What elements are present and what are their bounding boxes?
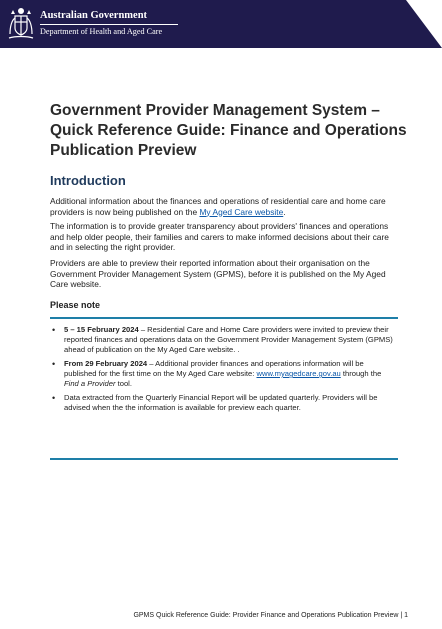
document-title: Government Provider Management System – Quick Reference Guide: Finance and Operations Publication Preview — [50, 102, 407, 159]
coat-of-arms-icon — [6, 4, 36, 42]
intro-paragraph-2: The information is to provide greater transparency about providers' finances and operations and help older people, their families and carers to make informed decisions about their care and in selecting the right provider. — [50, 221, 389, 252]
intro-p1-end: . — [283, 206, 286, 217]
myagedcare-url-link[interactable]: www.myagedcare.gov.au — [256, 369, 341, 378]
date-label: From 29 February 2024 — [64, 359, 148, 368]
intro-p1-text: Additional information about the finances and operations of residential care and home care providers is now being published on the — [50, 196, 386, 217]
bullet-icon: • — [52, 325, 56, 335]
list-item — [50, 325, 398, 355]
date-label: 5 – 15 February 2024 — [64, 325, 139, 334]
note-text-end: tool. — [115, 379, 132, 388]
bullet-icon: • — [52, 359, 56, 369]
my-aged-care-link[interactable]: My Aged Care website — [199, 206, 284, 217]
banner-corner — [382, 0, 442, 48]
intro-paragraph-3: Providers are able to preview their reported information about their organisation on the Government Provider Management System (GPMS), before it is published on the My Aged Care website. — [50, 258, 386, 289]
header-divider — [40, 24, 178, 25]
note-list — [50, 325, 398, 417]
list-item — [50, 359, 398, 389]
intro-paragraph-1 — [50, 196, 402, 217]
note-top-rule — [50, 317, 398, 319]
introduction-heading: Introduction — [50, 173, 126, 188]
please-note-heading: Please note — [50, 300, 101, 310]
note-text: – Residential Care and Home Care providers were invited to preview their reported finances and operations data on the Government Provider Management System (GPMS) ahead of publication on the My Aged Care website. . — [64, 325, 393, 354]
list-item — [50, 393, 398, 413]
header-text — [40, 10, 178, 37]
note-text: Data extracted from the Quarterly Financial Report will be updated quarterly. Providers will be advised when the the information is available for preview each quarter. — [64, 393, 378, 412]
government-name: Australian Government — [40, 10, 148, 21]
find-a-provider-label: Find a Provider — [64, 379, 116, 388]
note-text: – Additional provider finances and operations information will be published for the first time on the My Aged Care website: — [64, 359, 364, 378]
note-bottom-rule — [50, 458, 398, 460]
bullet-icon: • — [52, 393, 56, 403]
page-footer: GPMS Quick Reference Guide: Provider Finance and Operations Publication Preview | 1 — [133, 612, 408, 619]
header-banner — [0, 0, 442, 48]
note-text-mid: through the — [340, 369, 382, 378]
department-name: Department of Health and Aged Care — [40, 27, 163, 36]
